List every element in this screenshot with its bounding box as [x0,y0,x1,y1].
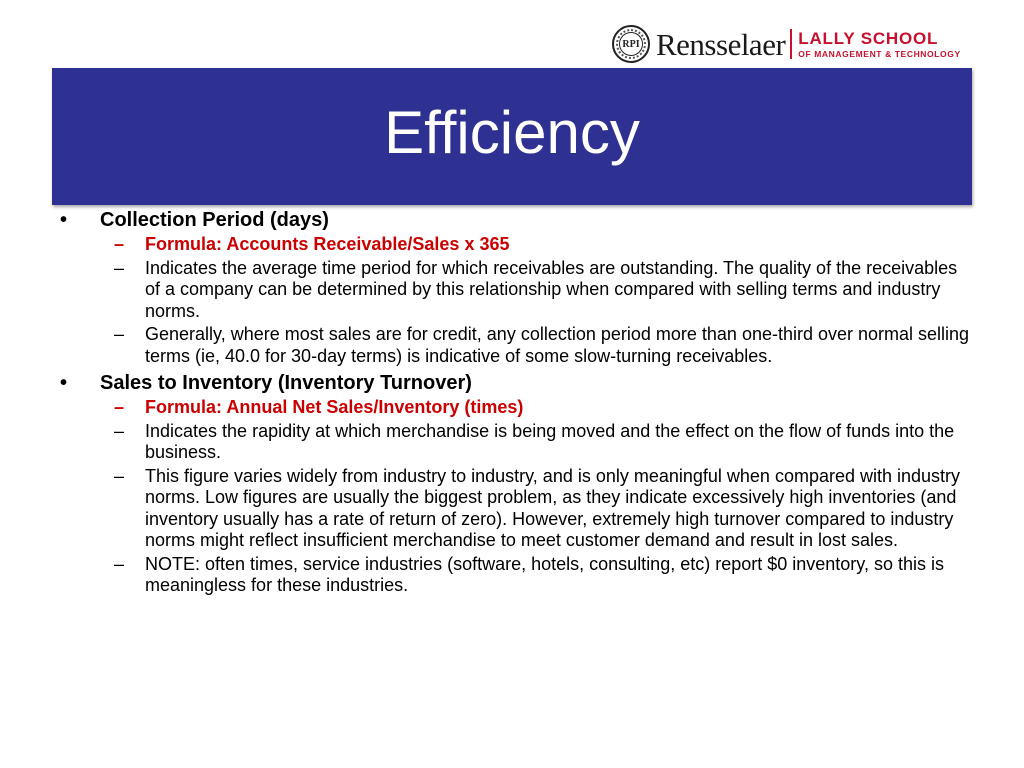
brand-divider [790,29,792,59]
point-collection-2: – Generally, where most sales are for credit, any collection period more than one-third over normal selling terms (ie, 40.0 for 30-day terms) is indicative of some slow-turning receivables. [58,324,973,367]
brand-school [798,30,960,59]
section-heading-inventory-turnover: • Sales to Inventory (Inventory Turnover) [58,371,973,395]
school-subtitle: OF MANAGEMENT & TECHNOLOGY [798,48,961,59]
title-bar [52,68,972,205]
school-name: LALLY SCHOOL [798,28,939,48]
seal-text: RPI [619,32,643,56]
formula-collection-period: – Formula: Accounts Receivable/Sales x 365 [58,234,973,256]
section-heading-collection-period: • Collection Period (days) [58,208,973,232]
university-seal-icon [612,25,650,63]
rensselaer-lally-logo [612,22,982,66]
formula-inventory-turnover: – Formula: Annual Net Sales/Inventory (times) [58,397,973,419]
point-inventory-3: – NOTE: often times, service industries (software, hotels, consulting, etc) report $0 inventory, so this is meaningless for these industries. [58,554,973,597]
brand-name: Rensselaer [656,26,786,62]
point-collection-1: – Indicates the average time period for which receivables are outstanding. The quality of the receivables of a company can be determined by this relationship when compared with selling terms and industry norms. [58,258,973,323]
point-inventory-1: – Indicates the rapidity at which merchandise is being moved and the effect on the flow of funds into the business. [58,421,973,464]
slide-content [58,208,973,599]
slide-title: Efficiency [384,99,640,166]
point-inventory-2: – This figure varies widely from industry to industry, and is only meaningful when compared with industry norms. Low figures are usually the biggest problem, as they indicate excessively high inventories (and inventory usually has a rate of return of zero). However, extremely high turnover compared to industry norms might reflect insufficient merchandise to meet customer demand and result in lost sales. [58,466,973,552]
